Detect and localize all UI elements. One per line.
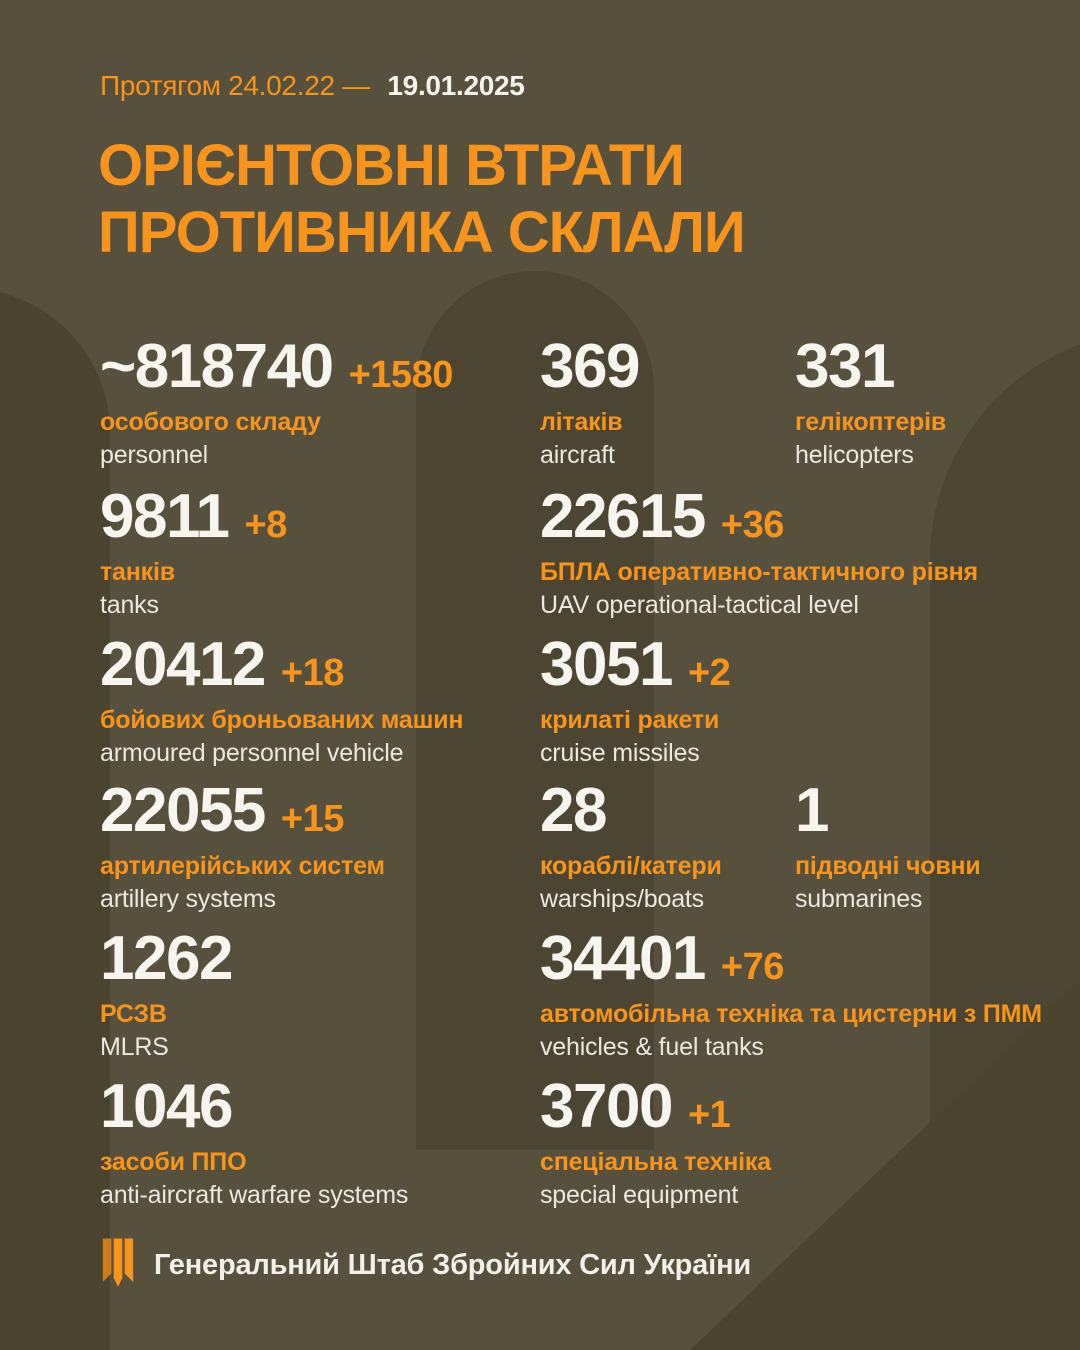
stat-mlrs [100,924,232,1062]
watermark-left-tine [0,288,110,1350]
stat-label-uk: бойових броньованих машин [100,706,464,734]
stat-submarines [795,776,981,914]
period-date-label: 19.01.2025 [387,70,525,101]
stat-delta: +2 [687,652,731,694]
stat-label-en: personnel [100,441,209,469]
stat-delta: +8 [244,504,287,546]
stat-delta: +76 [720,946,784,988]
page-title-line2: ПРОТИВНИКА СКЛАЛИ [98,200,745,265]
stat-uav [540,482,978,620]
stat-value: 20412 [100,630,265,699]
stat-label-uk: гелікоптерів [795,408,947,436]
stat-delta: +1580 [348,354,453,396]
stat-label-uk: підводні човни [795,852,981,880]
stat-label-uk: літаків [540,408,623,436]
stat-value: ~818740 [100,332,333,401]
stat-label-uk: крилаті ракети [540,706,720,734]
stat-cruise-missiles [540,630,731,768]
stat-label-en: anti-aircraft warfare systems [100,1181,409,1209]
stat-personnel [100,332,453,470]
stat-value: 22055 [100,776,265,845]
stat-label-en: tanks [100,591,159,619]
stat-value: 34401 [540,924,705,993]
stat-artillery [100,776,385,914]
footer-org-name: Генеральний Штаб Збройних Сил України [154,1248,752,1281]
stat-delta: +1 [687,1094,731,1136]
stat-label-en: aircraft [540,441,615,469]
stat-label-en: special equipment [540,1181,739,1209]
report-period [100,70,525,102]
stat-label-en: MLRS [100,1033,169,1061]
stat-tanks [100,482,287,620]
stat-delta: +18 [280,652,344,694]
stat-value: 3700 [540,1072,672,1141]
stat-label-en: helicopters [795,441,914,469]
stat-aircraft [540,332,639,470]
stat-vehicles [540,924,1042,1062]
stat-label-uk: артилерійських систем [100,852,385,880]
stat-label-en: artillery systems [100,885,276,913]
period-range-label: Протягом 24.02.22 — [100,70,370,101]
stat-apv [100,630,464,768]
stat-label-uk: БПЛА оперативно-тактичного рівня [540,558,978,586]
stat-label-uk: спеціальна техніка [540,1148,771,1176]
stat-value: 1046 [100,1072,232,1141]
tryzub-icon [100,1238,136,1292]
stat-label-uk: автомобільна техніка та цистерни з ПММ [540,1000,1042,1028]
stat-value: 22615 [540,482,705,551]
stat-label-uk: кораблі/катери [540,852,722,880]
stat-label-en: vehicles & fuel tanks [540,1033,764,1061]
stat-value: 369 [540,332,639,401]
stat-label-en: UAV operational-tactical level [540,591,859,619]
page-title-line1: ОРІЄНТОВНІ ВТРАТИ [98,133,684,198]
stat-value: 1 [795,776,828,845]
footer [100,1238,751,1292]
stat-delta: +36 [720,504,784,546]
stat-warships [540,776,722,914]
stat-value: 9811 [100,482,229,551]
stat-label-uk: танків [100,558,175,586]
stat-label-en: warships/boats [540,885,704,913]
page-title [98,132,745,266]
stat-delta: +15 [280,798,344,840]
stat-air-defence [100,1072,409,1210]
stat-label-uk: РСЗВ [100,1000,167,1028]
stat-helicopters [795,332,947,470]
stat-label-en: submarines [795,885,923,913]
stat-value: 28 [540,776,606,845]
stat-value: 331 [795,332,894,401]
stat-value: 1262 [100,924,232,993]
stat-label-en: armoured personnel vehicle [100,739,404,767]
stat-special-equipment [540,1072,771,1210]
stat-label-en: cruise missiles [540,739,700,767]
stat-value: 3051 [540,630,672,699]
stat-label-uk: засоби ППО [100,1148,247,1176]
stat-label-uk: особового складу [100,408,321,436]
